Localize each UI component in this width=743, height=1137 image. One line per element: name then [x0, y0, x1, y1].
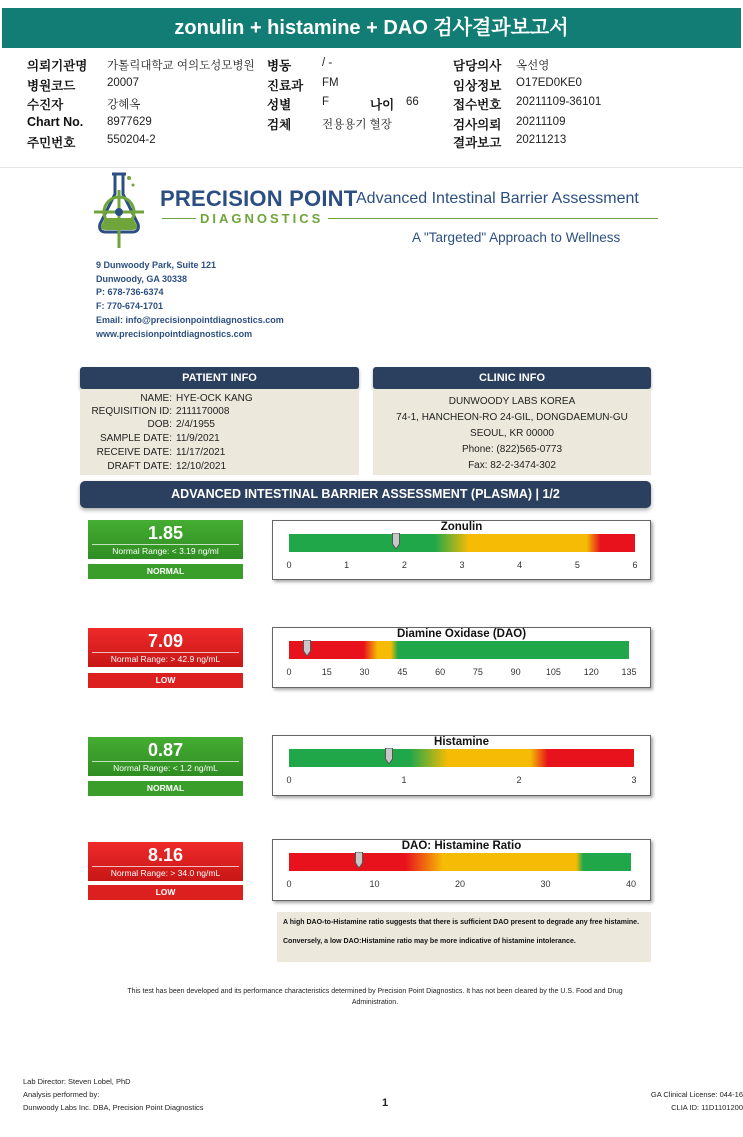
- axis-tick-label: 4: [517, 560, 523, 570]
- patient-row: [80, 393, 253, 404]
- result-value: 1.85: [147, 523, 184, 543]
- field-label: 나이: [370, 98, 395, 112]
- histamine-gauge-chart: [272, 735, 651, 796]
- result-marker: [302, 640, 311, 656]
- axis-tick-label: 45: [397, 667, 408, 677]
- address-line: 9 Dunwoody Park, Suite 121: [96, 260, 217, 270]
- clinic-phone: Phone: (822)565-0773: [461, 444, 563, 455]
- field-label: Chart No.: [27, 115, 84, 129]
- field-label: 수진자: [27, 98, 64, 112]
- field-value: FM: [322, 77, 339, 89]
- tagline: A "Targeted" Approach to Wellness: [412, 230, 621, 245]
- axis-tick-label: 2: [401, 560, 407, 570]
- field-label: 결과보고: [453, 136, 502, 150]
- page-number: 1: [382, 1097, 389, 1109]
- patient-label: RECEIVE DATE:: [96, 447, 172, 458]
- axis-tick-label: 135: [621, 667, 637, 677]
- axis-tick-label: 60: [435, 667, 446, 677]
- axis-tick-label: 2: [516, 775, 522, 785]
- brand-name: PRECISION POINT: [160, 186, 358, 211]
- report-title: zonulin + histamine + DAO 검사결과보고서: [2, 8, 741, 48]
- status-badge: NORMAL: [88, 564, 243, 579]
- axis-tick-label: 0: [286, 775, 292, 785]
- patient-row: [80, 419, 215, 430]
- axis-tick-label: 30: [540, 879, 551, 889]
- axis-tick-label: 40: [625, 879, 637, 889]
- axis-tick-label: 1: [401, 775, 407, 785]
- field-value: 옥선영: [516, 60, 550, 72]
- chart-title: Histamine: [434, 736, 489, 748]
- axis-tick-label: 1: [344, 560, 350, 570]
- fax-line: F: 770-674-1701: [96, 301, 164, 312]
- result-marker: [354, 852, 363, 868]
- patient-value: HYE-OCK KANG: [176, 393, 253, 404]
- patient-info-heading: PATIENT INFO: [80, 367, 359, 389]
- field-label: 병동: [267, 59, 292, 73]
- brand-divider: [328, 218, 658, 219]
- axis-tick-label: 0: [286, 879, 292, 889]
- brand-divider: [162, 218, 196, 219]
- chart-title: Zonulin: [440, 521, 483, 533]
- chart-title: DAO: Histamine Ratio: [401, 840, 522, 852]
- normal-range: Normal Range: > 42.9 ng/mL: [92, 652, 239, 665]
- patient-label: NAME:: [140, 393, 172, 404]
- axis-tick-label: 6: [632, 560, 638, 570]
- patient-label: DRAFT DATE:: [107, 461, 172, 472]
- performed-label: Analysis performed by:: [23, 1090, 100, 1099]
- address-line: Dunwoody, GA 30338: [96, 273, 188, 284]
- normal-range: Normal Range: < 1.2 ng/mL: [92, 761, 239, 774]
- result-value-box: [88, 628, 243, 667]
- patient-value: 12/10/2021: [176, 461, 227, 472]
- patient-value: 11/9/2021: [176, 433, 220, 444]
- report-header: [0, 0, 743, 168]
- range-bar: [289, 853, 631, 871]
- range-bar: [289, 749, 634, 767]
- patient-row: [80, 461, 226, 472]
- clinic-info-heading: CLINIC INFO: [373, 367, 651, 389]
- field-label: 진료과: [267, 79, 304, 93]
- field-value: 20211109-36101: [516, 96, 602, 108]
- clinic-city: SEOUL, KR 00000: [470, 428, 554, 439]
- field-value: O17ED0KE0: [516, 77, 582, 89]
- field-value: 550204-2: [107, 134, 156, 146]
- patient-value: 11/17/2021: [176, 447, 226, 458]
- result-value: 7.09: [147, 631, 184, 651]
- axis-tick-label: 5: [574, 560, 580, 570]
- result-value-box: [88, 737, 243, 776]
- axis-tick-label: 105: [545, 667, 561, 677]
- field-label: 검사의뢰: [453, 118, 502, 132]
- zonulin-gauge-chart: [272, 520, 651, 580]
- patient-row: [80, 433, 220, 444]
- field-label: 임상정보: [453, 79, 502, 93]
- performed-by: Dunwoody Labs Inc. DBA, Precision Point Diagnostics: [23, 1103, 204, 1112]
- patient-label: DOB:: [147, 419, 172, 430]
- axis-tick-label: 10: [369, 879, 380, 889]
- section-title: ADVANCED INTESTINAL BARRIER ASSESSMENT (PLASMA) | 1/2: [80, 481, 651, 508]
- assessment-title: Advanced Intestinal Barrier Assessment: [356, 190, 639, 207]
- patient-value: 2/4/1955: [176, 419, 215, 430]
- patient-label: SAMPLE DATE:: [99, 433, 172, 444]
- clia-id: CLIA ID: 11D1101200: [671, 1103, 743, 1112]
- axis-tick-label: 0: [286, 560, 292, 570]
- clinic-address: 74-1, HANCHEON-RO 24-GIL, DONGDAEMUN-GU: [396, 412, 628, 423]
- fda-disclaimer: This test has been developed and its performance characteristics determined by Precision Point Diagnostics. It has not been cleared by the U.S. Food and Drug Administration.: [127, 988, 623, 1006]
- brand-sub: DIAGNOSTICS: [200, 211, 324, 226]
- field-value: 강혜옥: [107, 99, 141, 111]
- field-label: 병원코드: [27, 79, 76, 93]
- field-value: 20211213: [516, 134, 567, 146]
- result-value: 8.16: [147, 845, 184, 865]
- field-value: 전용용기 혈장: [322, 119, 392, 131]
- chart-title: Diamine Oxidase (DAO): [396, 628, 527, 640]
- field-value: 가톨릭대학교 여의도성모병원: [107, 60, 255, 72]
- axis-tick-label: 30: [359, 667, 370, 677]
- axis-tick-label: 90: [510, 667, 521, 677]
- field-value: 20007: [107, 77, 139, 89]
- field-value: / -: [322, 57, 333, 69]
- range-bar: [289, 534, 635, 552]
- axis-tick-label: 75: [472, 667, 483, 677]
- phone-line: P: 678-736-6374: [96, 287, 164, 298]
- ratio-note: [277, 912, 651, 962]
- field-label: 검체: [267, 118, 292, 132]
- footer-right: [651, 1088, 743, 1114]
- dao-gauge-chart: [272, 627, 651, 688]
- status-badge: LOW: [88, 885, 243, 900]
- website-line: www.precisionpointdiagnostics.com: [96, 328, 253, 339]
- range-bar: [289, 641, 629, 659]
- field-label: 성별: [267, 98, 292, 112]
- result-value: 0.87: [147, 740, 184, 760]
- field-label: 의뢰기관명: [27, 59, 88, 73]
- clinical-license: GA Clinical License: 044-16: [650, 1090, 743, 1099]
- email-line: Email: info@precisionpointdiagnostics.com: [96, 314, 284, 325]
- ratio-gauge-chart: [272, 839, 651, 901]
- result-marker: [391, 533, 400, 549]
- flask-target-logo: [86, 170, 152, 252]
- clinic-fax: Fax: 82-2-3474-302: [468, 460, 556, 471]
- field-label: 접수번호: [453, 98, 502, 112]
- axis-tick-label: 15: [321, 667, 332, 677]
- patient-row: [80, 447, 225, 458]
- lab-director: Lab Director: Steven Lobel, PhD: [23, 1077, 131, 1086]
- status-badge: LOW: [88, 673, 243, 688]
- lab-address: [96, 259, 284, 341]
- status-badge: NORMAL: [88, 781, 243, 796]
- field-value: 20211109: [516, 116, 566, 128]
- clinic-name: DUNWOODY LABS KOREA: [448, 396, 576, 407]
- field-value: 66: [406, 96, 419, 108]
- patient-row: [80, 406, 229, 417]
- patient-label: REQUISITION ID:: [91, 406, 172, 417]
- normal-range: Normal Range: > 34.0 ng/mL: [92, 866, 239, 879]
- field-value: 8977629: [107, 116, 152, 128]
- field-label: 주민번호: [27, 136, 76, 150]
- axis-tick-label: 3: [631, 775, 637, 785]
- result-value-box: [88, 842, 243, 881]
- axis-tick-label: 120: [583, 667, 599, 677]
- note-line: A high DAO-to-Histamine ratio suggests that there is sufficient DAO present to degrade any free histamine.: [283, 919, 640, 926]
- note-line: Conversely, a low DAO:Histamine ratio may be more indicative of histamine intolerance.: [283, 938, 576, 945]
- footer-left: [23, 1075, 204, 1114]
- result-marker: [385, 748, 394, 764]
- field-label: 담당의사: [453, 59, 502, 73]
- axis-tick-label: 0: [286, 667, 292, 677]
- field-value: F: [322, 96, 330, 108]
- axis-tick-label: 20: [454, 879, 466, 889]
- result-value-box: [88, 520, 243, 559]
- patient-value: 2111170008: [176, 406, 230, 417]
- axis-tick-label: 3: [459, 560, 465, 570]
- normal-range: Normal Range: < 3.19 ng/ml: [92, 544, 239, 557]
